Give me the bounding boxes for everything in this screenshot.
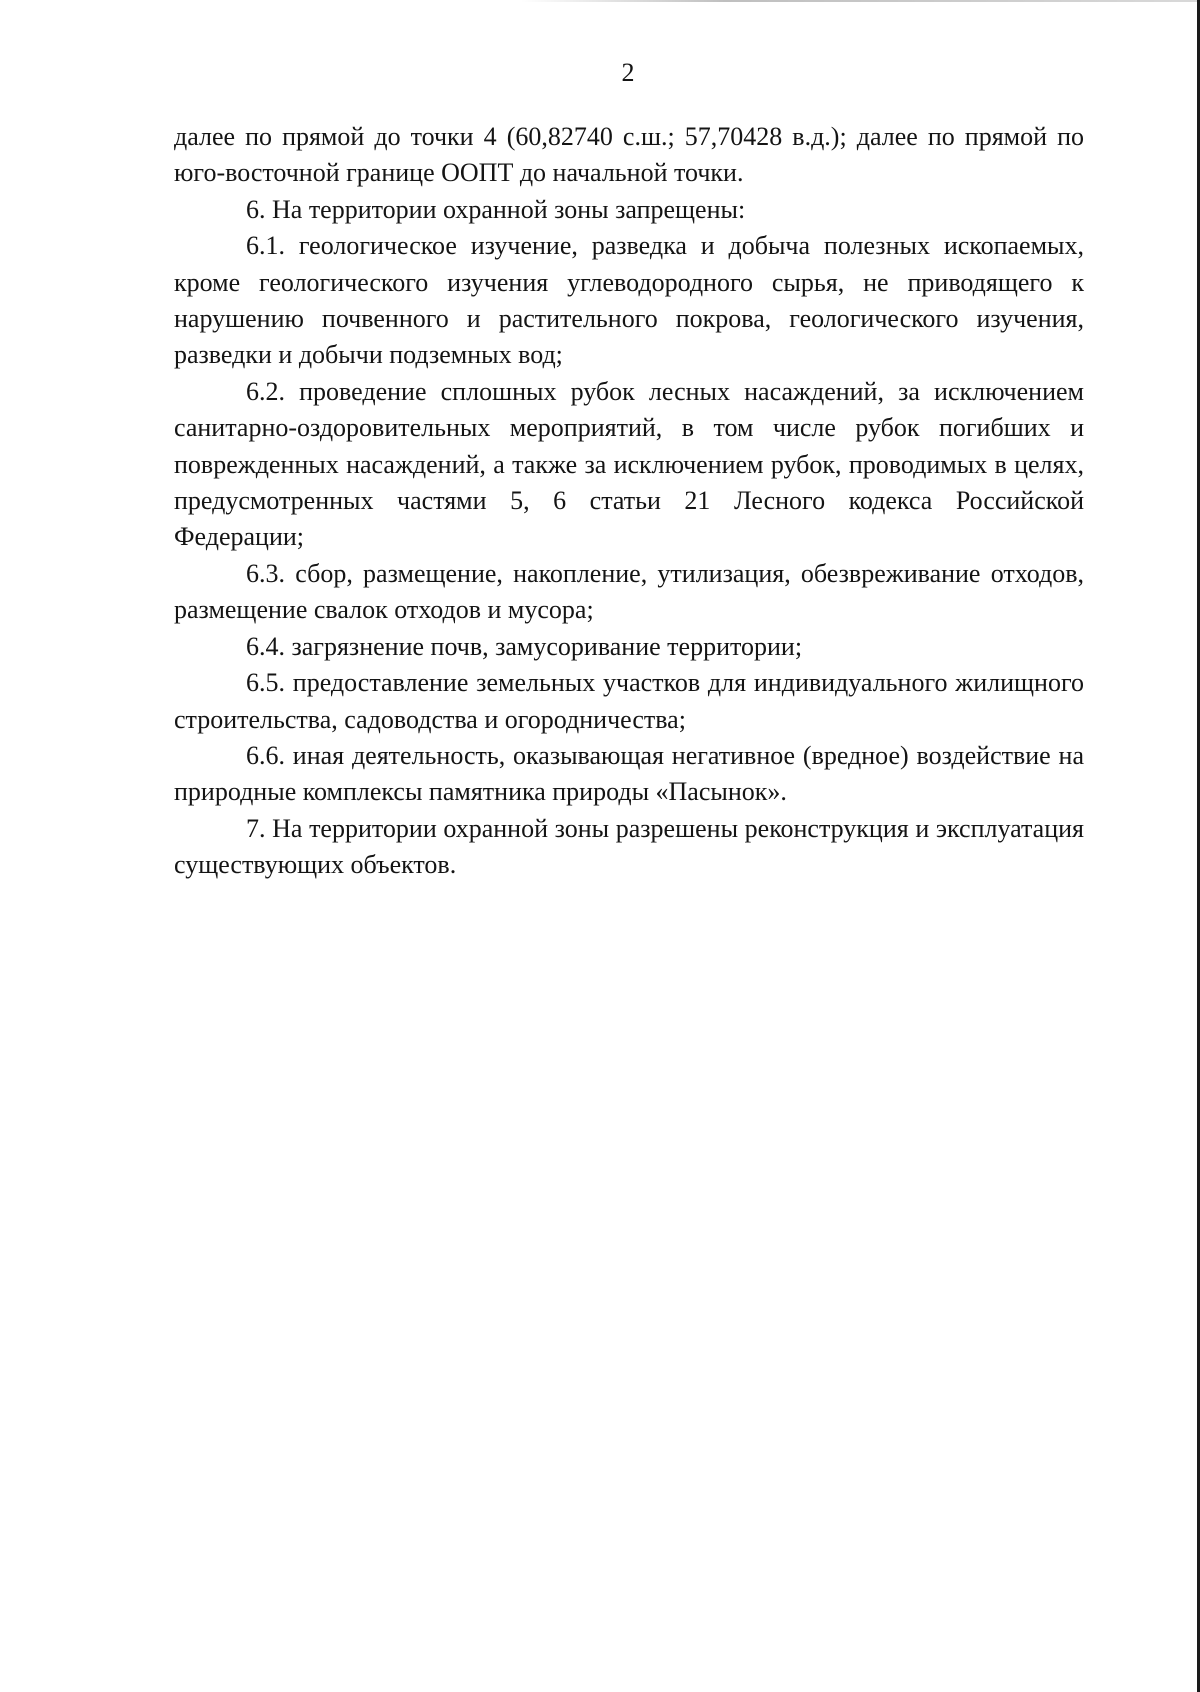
paragraph-item-6-5: 6.5. предоставление земельных участков для индивидуального жилищного строительства, садоводства и огородничества; <box>174 668 1084 734</box>
paragraph-item-6-2: 6.2. проведение сплошных рубок лесных насаждений, за исключением санитарно-оздоровительных мероприятий, в том числе рубок погибших и поврежденных насаждений, а также за исключением рубок, проводимых в целях, предусмотренных частями 5, 6 статьи 21 Лесного кодекса Российской Федерации; <box>174 376 1084 552</box>
paragraph-item-6-1: 6.1. геологическое изучение, разведка и добыча полезных ископаемых, кроме геологического изучения углеводородного сырья, не приводящего к нарушению почвенного и растительного покрова, геологического изучения, разведки и добычи подземных вод; <box>174 231 1084 370</box>
page-number: 2 <box>621 58 635 87</box>
paragraph-continuation: далее по прямой до точки 4 (60,82740 с.ш.; 57,70428 в.д.); далее по прямой по юго-восточной границе ООПТ до начальной точки. <box>174 122 1084 188</box>
paragraph-item-6-3: 6.3. сбор, размещение, накопление, утилизация, обезвреживание отходов, размещение свалок отходов и мусора; <box>174 558 1084 625</box>
scan-edge-top <box>520 0 1200 2</box>
paragraph-item-6-6: 6.6. иная деятельность, оказывающая негативное (вредное) воздействие на природные комплексы памятника природы «Пасынок». <box>174 740 1084 807</box>
paragraph-item-6: 6. На территории охранной зоны запрещены: <box>246 194 746 224</box>
paragraph-item-6-4: 6.4. загрязнение почв, замусоривание территории; <box>246 631 803 661</box>
paragraph-item-7: 7. На территории охранной зоны разрешены реконструкция и эксплуатация существующих объектов. <box>174 813 1084 880</box>
document-body <box>174 119 1084 884</box>
